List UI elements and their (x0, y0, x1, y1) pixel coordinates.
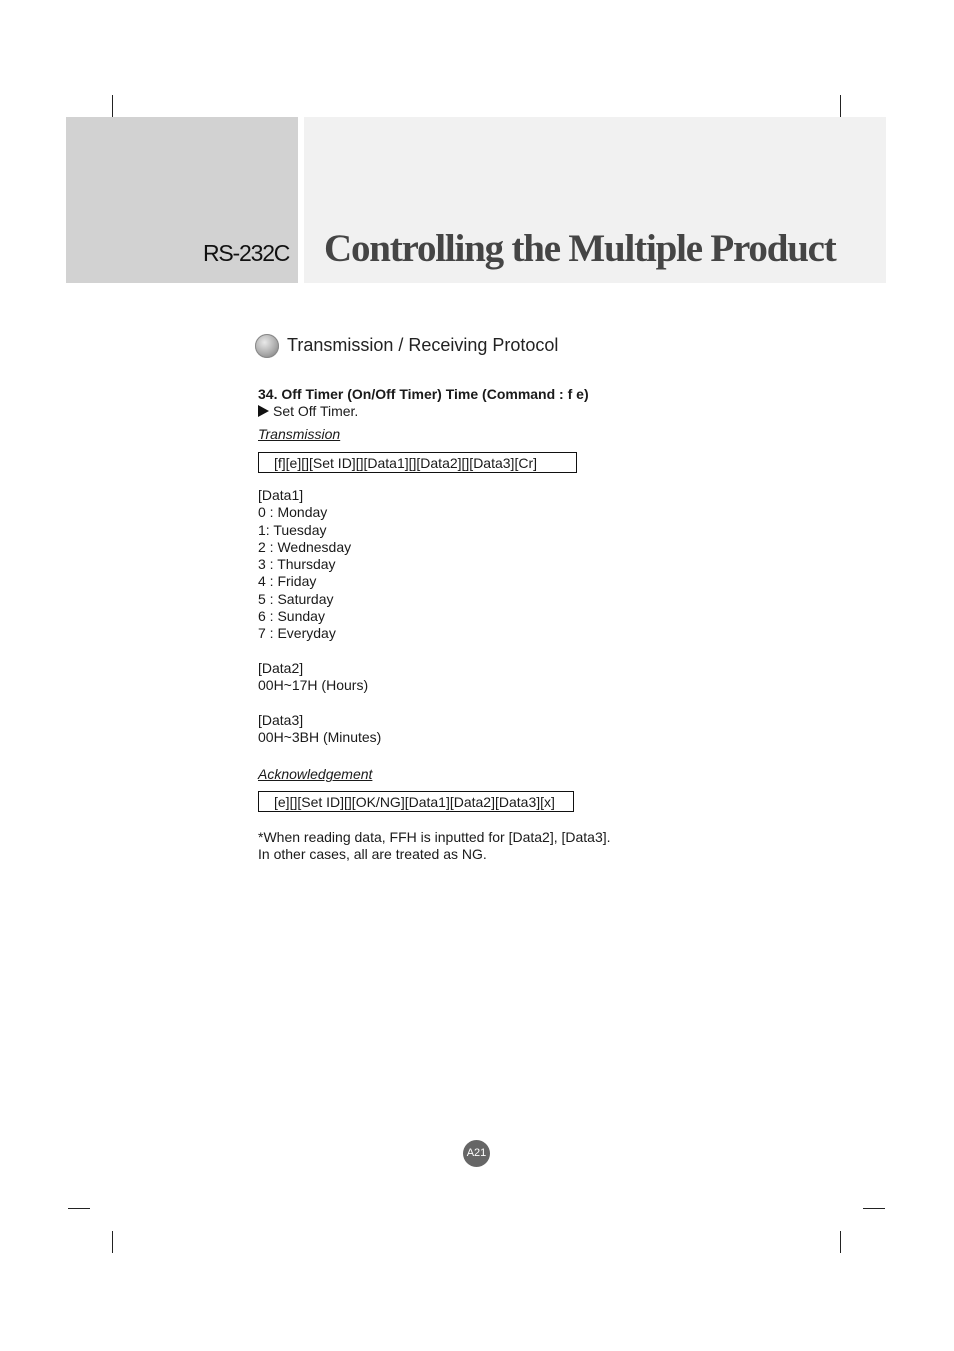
section-heading: Transmission / Receiving Protocol (287, 335, 559, 355)
list-item: 0 : Monday (258, 504, 328, 521)
data3-label: [Data3] (258, 712, 304, 728)
list-item: 7 : Everyday (258, 625, 336, 642)
data2-label: [Data2] (258, 660, 304, 676)
acknowledgement-label: Acknowledgement (258, 766, 373, 782)
section-tag: RS-232C (203, 240, 290, 266)
list-item: 6 : Sunday (258, 608, 325, 625)
command-title: 34. Off Timer (On/Off Timer) Time (Command : f e) (258, 386, 589, 402)
list-item: 2 : Wednesday (258, 538, 352, 555)
page-number-badge: A21 (463, 1140, 490, 1167)
transmission-label: Transmission (258, 426, 341, 442)
note-line: In other cases, all are treated as NG. (258, 846, 487, 863)
play-arrow-icon (258, 405, 269, 417)
acknowledgement-code: [e][][Set ID][][OK/NG][Data1][Data2][Data3][x] (274, 794, 555, 810)
transmission-code-box (258, 452, 577, 473)
list-item: 1: Tuesday (258, 521, 327, 538)
command-description (258, 403, 358, 420)
data2-block (258, 660, 368, 695)
list-item: 5 : Saturday (258, 590, 334, 607)
acknowledgement-code-box (258, 791, 574, 812)
crop-mark (68, 1208, 90, 1209)
page-title: Controlling the Multiple Product (324, 227, 836, 270)
note-line: *When reading data, FFH is inputted for [Data2], [Data3]. (258, 829, 611, 845)
list-item: 4 : Friday (258, 573, 317, 590)
data3-value: 00H~3BH (Minutes) (258, 729, 382, 746)
data2-value: 00H~17H (Hours) (258, 677, 369, 694)
data3-block (258, 712, 381, 747)
crop-mark (112, 1231, 113, 1253)
note-block (258, 829, 611, 864)
transmission-code: [f][e][][Set ID][][Data1][][Data2][][Data3][Cr] (274, 455, 537, 471)
data1-block (258, 487, 351, 643)
description-text: Set Off Timer. (273, 403, 359, 419)
sphere-bullet-icon (255, 334, 279, 358)
crop-mark (840, 95, 841, 117)
crop-mark (863, 1208, 885, 1209)
data1-label: [Data1] (258, 487, 304, 503)
crop-mark (840, 1231, 841, 1253)
list-item: 3 : Thursday (258, 556, 336, 573)
crop-mark (112, 95, 113, 117)
